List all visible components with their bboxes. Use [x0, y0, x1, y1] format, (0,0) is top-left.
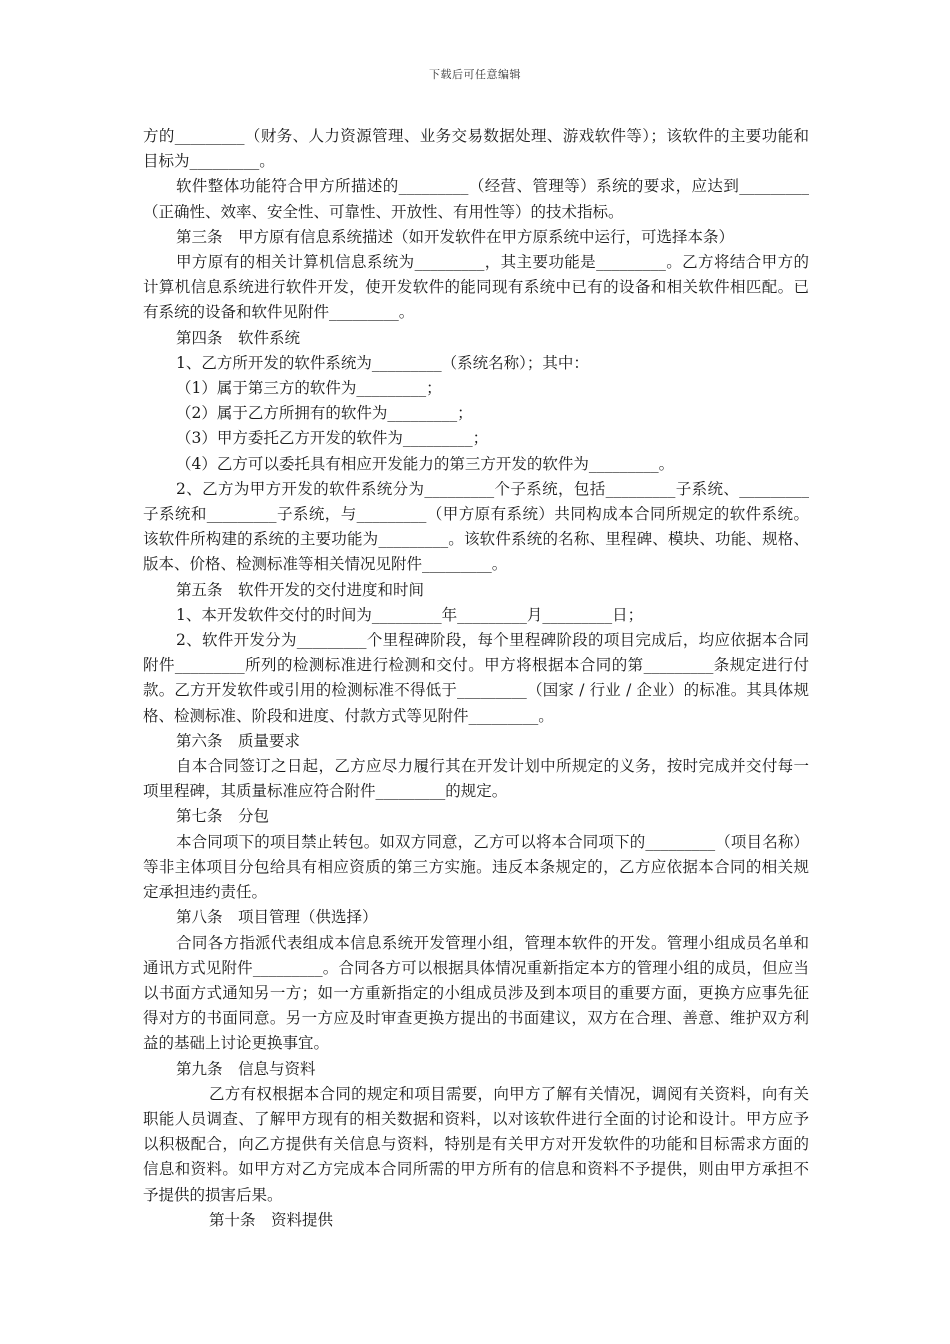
section-heading: 第五条 软件开发的交付进度和时间: [176, 580, 425, 599]
paragraph: 自本合同签订之日起，乙方应尽力履行其在开发计划中所规定的义务，按时完成并交付每一项里程碑，其质量标准应符合附件_________的规定。: [143, 757, 809, 801]
section-heading: 第六条 质量要求: [176, 731, 301, 750]
page-header: 下载后可任意编辑: [429, 68, 521, 81]
list-item: （3）甲方委托乙方开发的软件为_________；: [176, 429, 489, 448]
section-heading: 第七条 分包: [176, 807, 270, 826]
section-heading: 第十条 资料提供: [209, 1210, 334, 1229]
section-heading: 第九条 信息与资料: [176, 1059, 316, 1078]
paragraph: 软件整体功能符合甲方所描述的_________（经营、管理等）系统的要求，应达到_________（正确性、效率、安全性、可靠性、开放性、有用性等）的技术指标。: [143, 177, 809, 221]
paragraph: 乙方有权根据本合同的规定和项目需要，向甲方了解有关情况，调阅有关资料，向有关职能人员调查、了解甲方现有的相关数据和资料，以对该软件进行全面的讨论和设计。甲方应予以积极配合，向乙方提供有关信息与资料，特别是有关甲方对开发软件的功能和目标需求方面的信息和资料。如甲方对乙方完成本合同所需的甲方所有的信息和资料不予提供，则由甲方承担不予提供的损害后果。: [143, 1084, 809, 1204]
paragraph: 2、软件开发分为_________个里程碑阶段，每个里程碑阶段的项目完成后，均应依据本合同附件_________所列的检测标准进行检测和交付。甲方将根据本合同的第_________条规定进行付款。乙方开发软件或引用的检测标准不得低于_________（国家 / 行业 / 企业）的标准。其具体规格、检测标准、阶段和进度、付款方式等见附件_________。: [143, 631, 809, 725]
list-item: （2）属于乙方所拥有的软件为_________；: [176, 404, 473, 423]
paragraph: 甲方原有的相关计算机信息系统为_________，其主要功能是_________。乙方将结合甲方的计算机信息系统进行软件开发，使开发软件的能同现有系统中已有的设备和相关软件相匹配。已有系统的设备和软件见附件_________。: [143, 253, 809, 322]
paragraph: 合同各方指派代表组成本信息系统开发管理小组，管理本软件的开发。管理小组成员名单和通讯方式见附件_________。合同各方可以根据具体情况重新指定本方的管理小组的成员，但应当以书面方式通知另一方；如一方重新指定的小组成员涉及到本项目的重要方面，更换方应事先征得对方的书面同意。另一方应及时审查更换方提出的书面建议，双方在合理、善意、维护双方利益的基础上讨论更换事宜。: [143, 933, 809, 1053]
paragraph: 1、乙方所开发的软件系统为_________（系统名称）；其中：: [176, 353, 589, 372]
paragraph: 2、乙方为甲方开发的软件系统分为_________个子系统，包括_________子系统、_________子系统和_________子系统，与_________（甲方原有系统）共同构成本合同所规定的软件系统。该软件所构建的系统的主要功能为_________。该软件系统的名称、里程碑、模块、功能、规格、版本、价格、检测标准等相关情况见附件_________。: [143, 479, 809, 574]
list-item: （4）乙方可以委托具有相应开发能力的第三方开发的软件为_________。: [176, 454, 675, 473]
paragraph: 1、本开发软件交付的时间为_________年_________月_________日；: [176, 605, 644, 624]
document-body: [143, 124, 809, 1233]
section-heading: 第四条 软件系统: [176, 328, 301, 347]
paragraph: 方的_________（财务、人力资源管理、业务交易数据处理、游戏软件等）；该软件的主要功能和目标为_________。: [143, 127, 809, 171]
list-item: （1）属于第三方的软件为_________；: [176, 379, 442, 398]
paragraph: 本合同项下的项目禁止转包。如双方同意，乙方可以将本合同项下的_________（项目名称）等非主体项目分包给具有相应资质的第三方实施。违反本条规定的，乙方应依据本合同的相关规定承担违约责任。: [143, 832, 809, 902]
section-heading: 第八条 项目管理（供选择）: [176, 908, 378, 927]
section-heading: 第三条 甲方原有信息系统描述（如开发软件在甲方原系统中运行，可选择本条）: [176, 227, 735, 246]
